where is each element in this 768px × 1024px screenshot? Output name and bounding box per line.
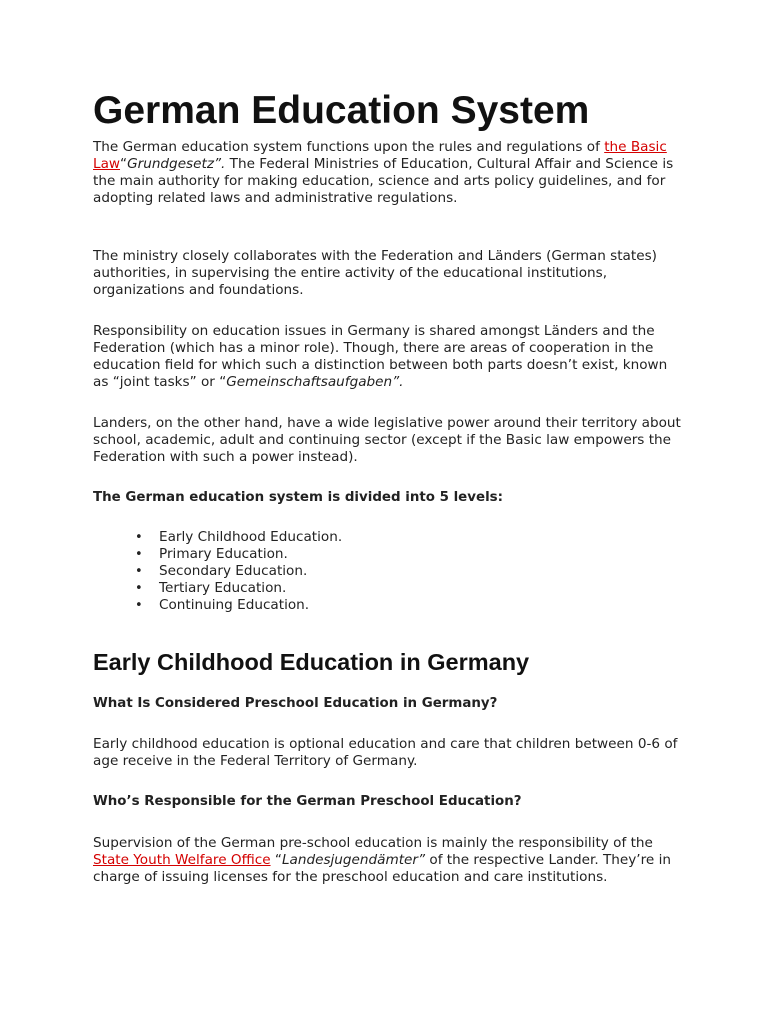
- levels-list: [93, 529, 342, 614]
- list-item: • Continuing Education.: [159, 597, 342, 614]
- answer-responsible-quote: “: [270, 852, 282, 868]
- list-item: • Secondary Education.: [159, 563, 342, 580]
- levels-intro: The German education system is divided into 5 levels:: [93, 490, 503, 505]
- intro-p1-text-2: The Federal Ministries of Education, Cultural Affair and Science is the main authority for making education, science and arts policy guidelines, and for adopting related laws and administrative regulations.: [93, 156, 674, 206]
- basic-law-link[interactable]: the Basic Law: [93, 139, 667, 172]
- question-responsible: Who’s Responsible for the German Preschool Education?: [93, 794, 522, 809]
- intro-p1-text-1: The German education system functions upon the rules and regulations of: [93, 139, 605, 155]
- intro-p3-text: Responsibility on education issues in Germany is shared amongst Länders and the Federation (which has a minor role). Though, there are areas of cooperation in the education field for which such a distinction between both parts doesn’t exist, known as “joint tasks” or “: [93, 323, 668, 390]
- section-heading-early-childhood: Early Childhood Education in Germany: [93, 649, 530, 675]
- intro-paragraph-2: The ministry closely collaborates with the Federation and Länders (German states) authorities, in supervising the entire activity of the educational institutions, organizations and foundations.: [93, 248, 657, 298]
- state-youth-welfare-office-link[interactable]: State Youth Welfare Office: [93, 852, 271, 868]
- question-preschool: What Is Considered Preschool Education in Germany?: [93, 696, 498, 711]
- answer-responsible-text-1: Supervision of the German pre-school education is mainly the responsibility of the: [93, 835, 653, 851]
- intro-paragraph-3: [93, 323, 683, 391]
- page-title: German Education System: [93, 89, 590, 132]
- list-item: • Tertiary Education.: [159, 580, 342, 597]
- intro-p3-italic: Gemeinschaftsaufgaben”.: [226, 374, 404, 390]
- intro-paragraph-1: [93, 139, 683, 207]
- intro-p1-italic: Grundgesetz”.: [127, 156, 226, 172]
- answer-responsible-text-2: of the respective Lander. They’re in charge of issuing licenses for the preschool education and care institutions.: [93, 852, 671, 885]
- answer-responsible-italic: Landesjugendämter”: [281, 852, 426, 868]
- answer-preschool: Early childhood education is optional education and care that children between 0-6 of age receive in the Federal Territory of Germany.: [93, 736, 678, 769]
- answer-responsible: [93, 835, 683, 886]
- list-item: • Primary Education.: [159, 546, 342, 563]
- intro-paragraph-4: Landers, on the other hand, have a wide legislative power around their territory about school, academic, adult and continuing sector (except if the Basic law empowers the Federation with such a power instead).: [93, 415, 681, 465]
- list-item: • Early Childhood Education.: [159, 529, 342, 546]
- intro-p1-quote: “: [120, 156, 128, 172]
